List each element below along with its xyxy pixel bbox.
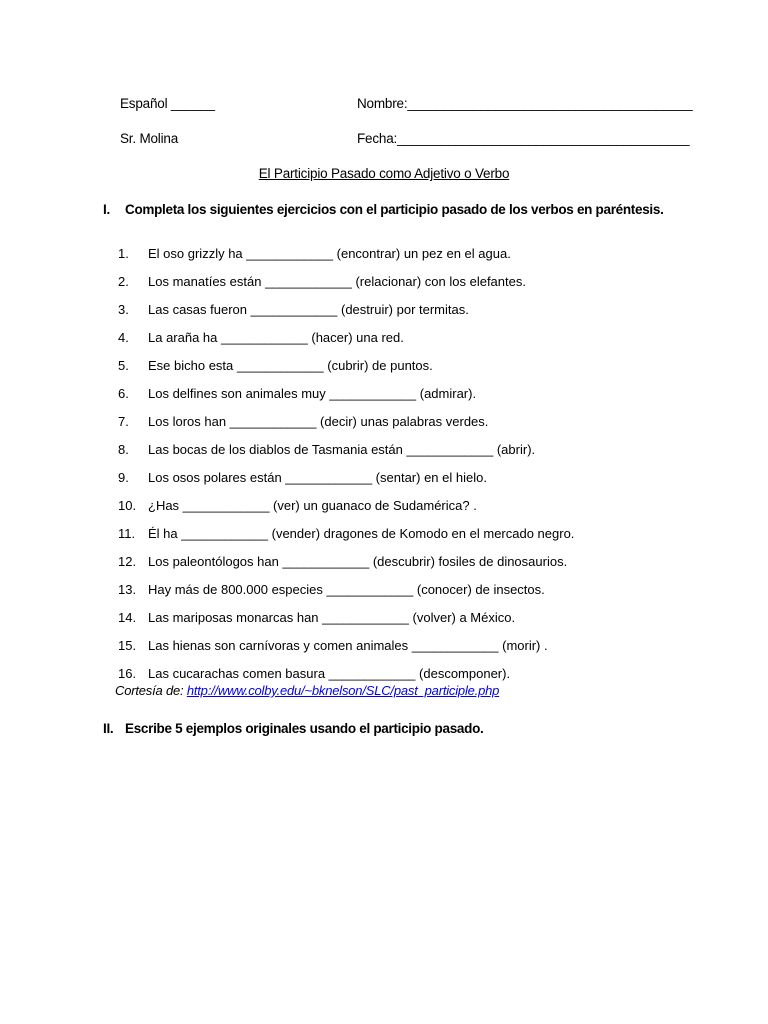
exercise-text: Los osos polares están ____________ (sentar) en el hielo. [148, 470, 487, 485]
exercise-item [118, 274, 574, 302]
exercise-item [118, 358, 574, 386]
section-one-instructions [103, 202, 664, 217]
exercise-item [118, 554, 574, 582]
section-two-instructions [103, 721, 483, 736]
exercise-text: Las bocas de los diablos de Tasmania están ____________ (abrir). [148, 442, 536, 457]
exercise-text: Los paleontólogos han ____________ (descubrir) fosiles de dinosaurios. [148, 554, 568, 569]
exercise-number: 14. [118, 610, 137, 625]
exercise-text: Él ha ____________ (vender) dragones de Komodo en el mercado negro. [148, 526, 575, 541]
section-two-text: Escribe 5 ejemplos originales usando el participio pasado. [125, 721, 484, 736]
exercise-list [118, 246, 574, 694]
exercise-number: 8. [118, 442, 129, 457]
credit-line [115, 683, 499, 698]
exercise-number: 12. [118, 554, 137, 569]
exercise-item [118, 582, 574, 610]
exercise-text: Ese bicho esta ____________ (cubrir) de puntos. [148, 358, 433, 373]
exercise-number: 5. [118, 358, 129, 373]
worksheet-title: El Participio Pasado como Adjetivo o Verbo [258, 166, 510, 181]
exercise-item [118, 330, 574, 358]
section-two-number: II. [103, 721, 114, 736]
exercise-text: Los delfines son animales muy ____________ (admirar). [148, 386, 477, 401]
exercise-number: 2. [118, 274, 129, 289]
exercise-text: Las hienas son carnívoras y comen animales ____________ (morir) . [148, 638, 548, 653]
subject-label: Español ______ [120, 96, 215, 111]
exercise-number: 9. [118, 470, 129, 485]
exercise-text: Los manatíes están ____________ (relacionar) con los elefantes. [148, 274, 526, 289]
exercise-item [118, 498, 574, 526]
exercise-text: Los loros han ____________ (decir) unas palabras verdes. [148, 414, 489, 429]
teacher-name: Sr. Molina [120, 131, 179, 146]
exercise-item [118, 302, 574, 330]
exercise-text: Las casas fueron ____________ (destruir) por termitas. [148, 302, 469, 317]
exercise-number: 13. [118, 582, 137, 597]
exercise-item [118, 610, 574, 638]
section-one-number: I. [103, 202, 110, 217]
exercise-number: 6. [118, 386, 129, 401]
exercise-item [118, 526, 574, 554]
exercise-item [118, 386, 574, 414]
date-field-label: Fecha:________________________________________ [357, 131, 690, 146]
name-field-label: Nombre:_______________________________________ [357, 96, 693, 111]
exercise-number: 10. [118, 498, 137, 513]
section-one-text: Completa los siguientes ejercicios con el participio pasado de los verbos en paréntesis. [125, 202, 664, 217]
exercise-number: 4. [118, 330, 129, 345]
exercise-number: 15. [118, 638, 137, 653]
source-link[interactable]: http://www.colby.edu/~bknelson/SLC/past_participle.php [186, 683, 500, 698]
exercise-text: Hay más de 800.000 especies ____________ (conocer) de insectos. [148, 582, 545, 597]
exercise-text: El oso grizzly ha ____________ (encontrar) un pez en el agua. [148, 246, 511, 261]
exercise-item [118, 246, 574, 274]
exercise-item [118, 470, 574, 498]
exercise-item [118, 414, 574, 442]
exercise-text: ¿Has ____________ (ver) un guanaco de Sudamérica? . [148, 498, 477, 513]
exercise-text: Las mariposas monarcas han ____________ (volver) a México. [148, 610, 516, 625]
exercise-number: 7. [118, 414, 129, 429]
exercise-number: 11. [118, 526, 136, 541]
exercise-number: 1. [118, 246, 129, 261]
exercise-item [118, 638, 574, 666]
exercise-number: 16. [118, 666, 137, 681]
exercise-number: 3. [118, 302, 129, 317]
exercise-text: Las cucarachas comen basura ____________ (descomponer). [148, 666, 511, 681]
exercise-text: La araña ha ____________ (hacer) una red. [148, 330, 404, 345]
exercise-item [118, 442, 574, 470]
credit-label: Cortesía de: [115, 683, 187, 698]
